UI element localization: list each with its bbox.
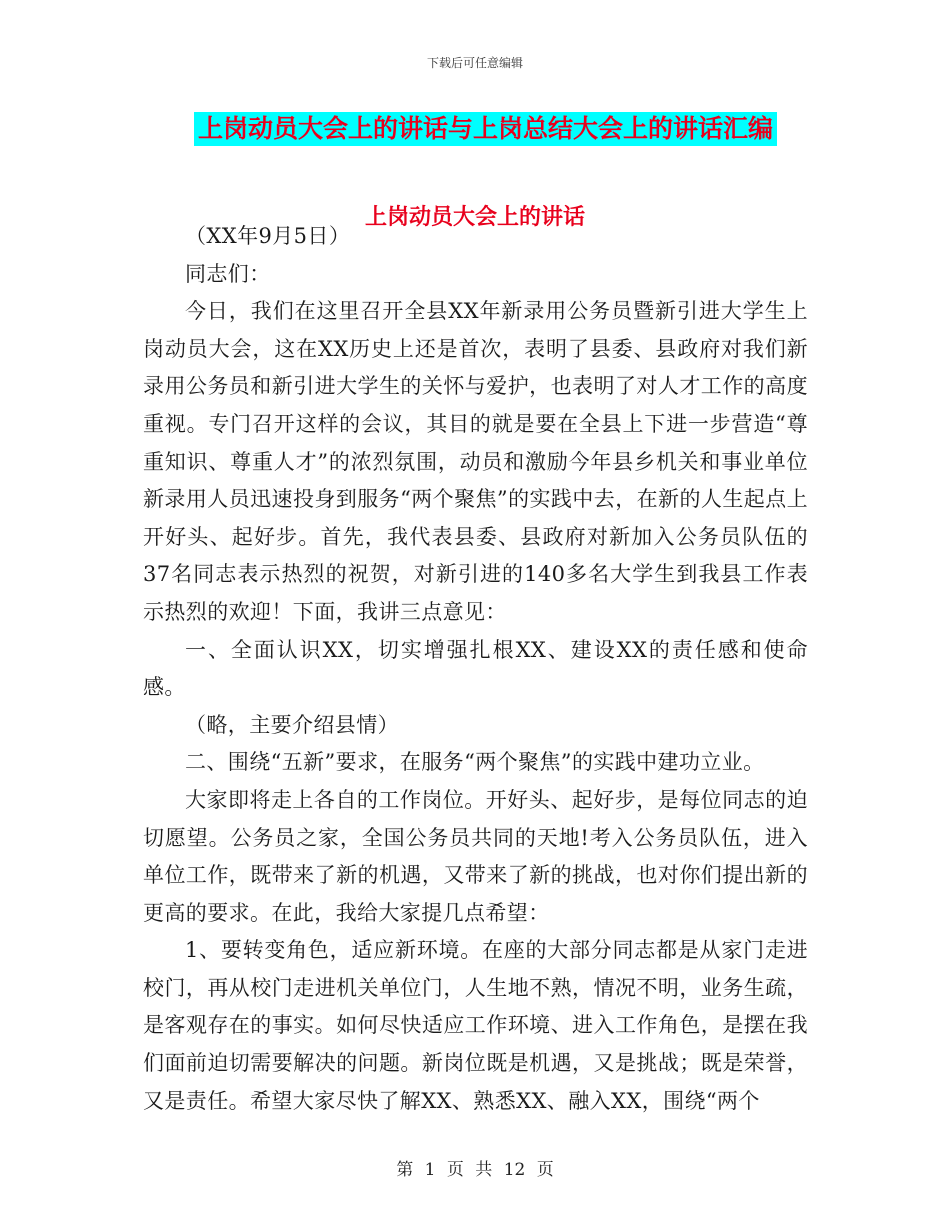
paragraph-omitted-note: （略，主要介绍县情） (185, 712, 399, 737)
document-title: 上岗动员大会上的讲话与上岗总结大会上的讲话汇编 (194, 112, 777, 146)
document-body (143, 218, 808, 1120)
paragraph-date: （XX年9月5日） (185, 224, 351, 248)
paragraph-point-one: 一、全面认识XX，切实增强扎根XX、建设XX的责任感和使命感。 (143, 637, 808, 700)
paragraph-item-one: 1、要转变角色，适应新环境。在座的大部分同志都是从家门走进校门，再从校门走进机关单位门，人生地不熟，情况不明，业务生疏，是客观存在的事实。如何尽快适应工作环境、进入工作角色，是摆在我们面前迫切需要解决的问题。新岗位既是机遇，又是挑战；既是荣誉，又是责任。希望大家尽快了解XX、熟悉XX、融入XX，围绕“两个 (143, 938, 808, 1113)
paragraph-salutation: 同志们： (185, 261, 271, 286)
paragraph-point-two: 二、围绕“五新”要求，在服务“两个聚焦”的实践中建功立业。 (185, 750, 765, 775)
header-note: 下载后可任意编辑 (426, 56, 523, 70)
page-footer: 第 1 页 共 12 页 (396, 1160, 554, 1180)
paragraph-intro: 今日，我们在这里召开全县XX年新录用公务员暨新引进大学生上岗动员大会，这在XX历史上还是首次，表明了县委、县政府对我们新录用公务员和新引进大学生的关怀与爱护，也表明了对人才工作的高度重视。专门召开这样的会议，其目的就是要在全县上下进一步营造“尊重知识、尊重人才”的浓烈氛围，动员和激励今年县乡机关和事业单位新录用人员迅速投身到服务“两个聚焦”的实践中去，在新的人生起点上开好头、起好步。首先，我代表县委、县政府对新加入公务员队伍的37名同志表示热烈的祝贺，对新引进的140多名大学生到我县工作表示热烈的欢迎！下面，我讲三点意见： (143, 299, 808, 624)
section-title: 上岗动员大会上的讲话 (364, 205, 585, 230)
paragraph-expectations: 大家即将走上各自的工作岗位。开好头、起好步，是每位同志的迫切愿望。公务员之家，全国公务员共同的天地!考入公务员队伍，进入单位工作，既带来了新的机遇，又带来了新的挑战，也对你们提出新的更高的要求。在此，我给大家提几点希望： (143, 787, 808, 925)
